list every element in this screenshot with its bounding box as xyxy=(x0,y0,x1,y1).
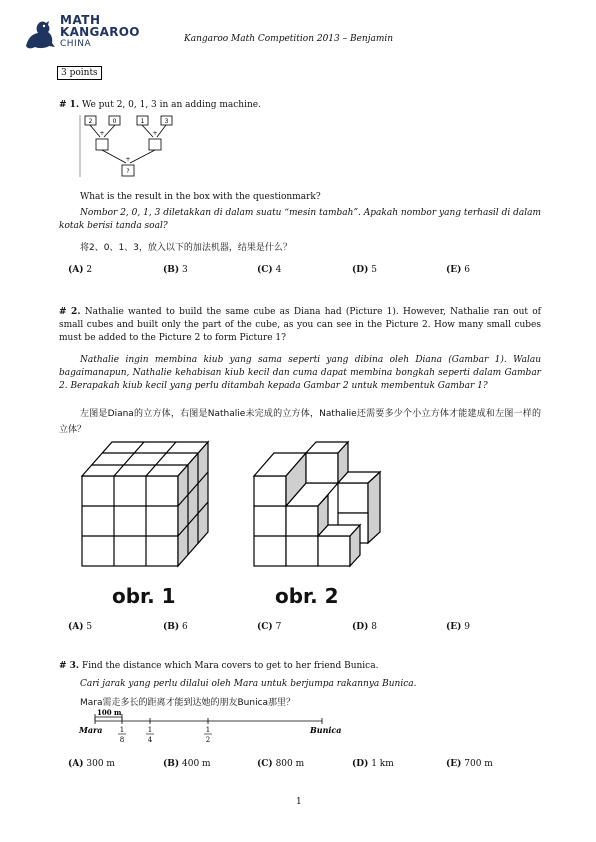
q2-number: # 2. xyxy=(59,307,81,317)
machine-input-1: 2 xyxy=(88,118,93,125)
option-label: (A) xyxy=(68,759,84,769)
machine-input-2: 0 xyxy=(112,118,117,125)
q3-option-a[interactable] xyxy=(68,759,115,769)
tick-2-numerator: 1 xyxy=(147,726,153,734)
tick-1-denominator: 8 xyxy=(119,736,125,744)
machine-input-3: 1 xyxy=(140,118,145,125)
q3-option-b[interactable] xyxy=(163,759,211,769)
option-label: (C) xyxy=(257,622,273,632)
option-value: 5 xyxy=(371,265,377,275)
q2-malay: Nathalie ingin membina kiub yang sama seperti yang dibina oleh Diana (Gambar 1). Walau bagaimanapun, Nathalie kehabisan kiub kecil dan cuma dapat membina bongkah seperti dalam Gambar 2. Berapakah kiub kecil yang perlu ditambah kepada Gambar 2 untuk membentuk Gambar 1? xyxy=(59,355,541,391)
option-value: 3 xyxy=(182,265,188,275)
q2-option-b[interactable] xyxy=(163,622,188,632)
q2-text: Nathalie wanted to build the same cube as Diana had (Picture 1). However, Nathalie ran out of small cubes and built only the part of the cube, as you can see in the Picture 2. How many small cubes must be added to the Picture 2 to form Picture 1? xyxy=(59,307,541,343)
option-value: 800 m xyxy=(275,759,305,769)
option-value: 700 m xyxy=(464,759,493,769)
page-number: 1 xyxy=(296,797,302,807)
option-value: 9 xyxy=(464,622,470,632)
option-label: (A) xyxy=(68,622,84,632)
q1-chinese: 将2、0、1、3，放入以下的加法机器，结果是什么？ xyxy=(80,243,292,253)
q3-stem xyxy=(59,660,378,673)
distance-line-diagram xyxy=(76,707,366,747)
adding-machine-diagram xyxy=(78,113,188,179)
q3-malay: Cari jarak yang perlu dilalui oleh Mara untuk berjumpa rakannya Bunica. xyxy=(80,679,417,689)
picture-1-full-cube xyxy=(80,438,215,568)
option-value: 400 m xyxy=(182,759,211,769)
q3-number: # 3. xyxy=(59,661,80,671)
option-value: 5 xyxy=(86,622,93,632)
q1-option-d[interactable] xyxy=(352,265,377,275)
q1-number: # 1. xyxy=(59,100,80,110)
option-label: (C) xyxy=(257,759,273,769)
tick-2-denominator: 4 xyxy=(147,736,153,744)
machine-input-4: 3 xyxy=(164,118,169,125)
scale-label: 100 m xyxy=(97,708,122,717)
picture-2-partial-cube xyxy=(252,438,387,568)
q2-option-d[interactable] xyxy=(352,622,377,632)
option-label: (B) xyxy=(163,265,180,275)
start-label-mara: Mara xyxy=(79,725,103,735)
q2-chinese: 左图是Diana的立方体，右图是Nathalie未完成的立方体，Nathalie还需要多少个小立方体才能建成和左图一样的立体？ xyxy=(59,409,541,435)
q1-text: We put 2, 0, 1, 3 in an adding machine. xyxy=(81,100,261,110)
option-label: (A) xyxy=(68,265,84,275)
q1-malay: Nombor 2, 0, 1, 3 diletakkan di dalam suatu “mesin tambah”. Apakah nombor yang terhasil di dalam kotak berisi tanda soal? xyxy=(59,208,541,231)
option-value: 1 km xyxy=(371,759,394,769)
plus-sign-3: + xyxy=(125,156,131,163)
q2-option-e[interactable] xyxy=(446,622,470,632)
plus-sign-2: + xyxy=(152,130,158,137)
option-label: (C) xyxy=(257,265,273,275)
logo xyxy=(22,14,152,54)
q1-option-c[interactable] xyxy=(257,265,281,275)
option-value: 2 xyxy=(86,265,93,275)
tick-3-denominator: 2 xyxy=(205,736,211,744)
page-header: Kangaroo Math Competition 2013 – Benjamin xyxy=(184,34,394,44)
q1-stem xyxy=(59,99,261,112)
caption-obr-2: obr. 2 xyxy=(275,584,339,608)
end-label-bunica: Bunica xyxy=(310,725,342,735)
option-label: (D) xyxy=(352,759,369,769)
q2-option-a[interactable] xyxy=(68,622,92,632)
option-label: (E) xyxy=(446,622,462,632)
q1-option-e[interactable] xyxy=(446,265,470,275)
option-label: (E) xyxy=(446,265,462,275)
q3-option-d[interactable] xyxy=(352,759,394,769)
caption-obr-1: obr. 1 xyxy=(112,584,176,608)
logo-line-1: MATH xyxy=(60,13,101,27)
q1-option-b[interactable] xyxy=(163,265,188,275)
option-label: (E) xyxy=(446,759,462,769)
q2-option-c[interactable] xyxy=(257,622,281,632)
option-value: 4 xyxy=(275,265,282,275)
tick-3-numerator: 1 xyxy=(205,726,211,734)
option-value: 8 xyxy=(371,622,377,632)
tick-1-numerator: 1 xyxy=(119,726,125,734)
q3-text: Find the distance which Mara covers to get to her friend Bunica. xyxy=(81,661,379,671)
option-value: 6 xyxy=(182,622,188,632)
q1-question: What is the result in the box with the questionmark? xyxy=(80,192,321,202)
option-value: 7 xyxy=(275,622,282,632)
section-label: 3 points xyxy=(57,66,102,80)
option-value: 300 m xyxy=(86,759,115,769)
logo-line-2: KANGAROO xyxy=(60,25,140,39)
option-label: (D) xyxy=(352,622,369,632)
logo-text xyxy=(60,14,140,50)
q3-option-e[interactable] xyxy=(446,759,493,769)
option-value: 6 xyxy=(464,265,470,275)
kangaroo-logo-icon xyxy=(22,16,58,52)
q3-option-c[interactable] xyxy=(257,759,304,769)
logo-line-3: CHINA xyxy=(60,39,92,49)
machine-result: ? xyxy=(126,168,130,175)
q1-option-a[interactable] xyxy=(68,265,92,275)
plus-sign-1: + xyxy=(99,130,105,137)
option-label: (D) xyxy=(352,265,369,275)
q3-chinese: Mara需走多长的距离才能到达她的朋友Bunica那里？ xyxy=(80,698,296,708)
option-label: (B) xyxy=(163,622,180,632)
q2-stem xyxy=(59,306,541,345)
option-label: (B) xyxy=(163,759,180,769)
